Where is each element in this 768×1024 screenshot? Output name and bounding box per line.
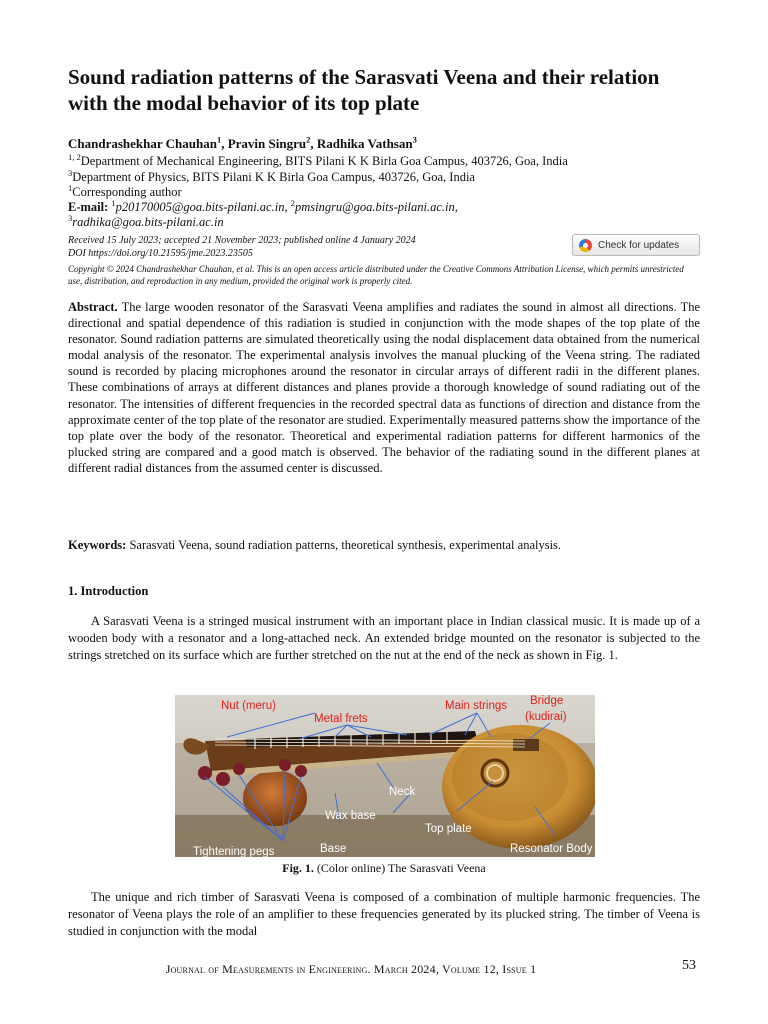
intro-paragraph-1: A Sarasvati Veena is a stringed musical instrument with an important place in Indian classical music. It is made up of a wooden body with a resonator and a long-attached neck. An extended bridge mounted on the resonator is subjected to the strings stretched on its surface which are further stretched on the nut at the end of the neck as shown in Fig. 1. — [68, 614, 700, 662]
label-base: Base — [320, 843, 347, 855]
section-heading: 1. Introduction — [68, 584, 149, 598]
keywords: Keywords: Sarasvati Veena, sound radiation patterns, theoretical synthesis, experimental analysis. — [68, 538, 562, 552]
corresponding-author-note: $^1$Corresponding author — [68, 182, 182, 199]
paper-title: Sound radiation patterns of the Sarasvati Veena and their relation with the modal behavior of its top plate — [68, 65, 660, 115]
label-tightening-pegs: Tightening pegs — [193, 846, 275, 857]
label-bridge-kudirai: (kudirai) — [525, 711, 567, 723]
copyright-notice: Copyright © 2024 Chandrashekhar Chauhan, et al. This is an open access article distributed under the Creative Commons Attribution License, which permits unrestricted use, distribution, and reproduction in any medium, provided the original work is properly cited. — [68, 264, 684, 286]
email-link[interactable]: pmsingru@goa.bits-pilani.ac.in, — [294, 200, 458, 214]
email-line-2: $^3$radhika@goa.bits-pilani.ac.in — [68, 212, 224, 229]
veena-illustration — [175, 695, 595, 857]
email-line: E-mail: $^1$p20170005@goa.bits-pilani.ac.in, $^2$pmsingru@goa.bits-pilani.ac.in, — [68, 197, 458, 214]
label-nut: Nut (meru) — [221, 700, 276, 712]
abstract: Abstract. The large wooden resonator of the Sarasvati Veena amplifies and radiates the sound in almost all directions. The directional and spatial dependence of this radiation is studied in conjunction with the mode shapes of the top plate of the resonator. Sound radiation patterns are simulated theoretically using the nodal displacement data obtained from the numerical modal analysis of the resonator. The experimental analysis involves the manual plucking of the Veena string. The radiated sound is recorded by placing microphones around the resonator in circular arrays of different radii in the different planes. These combinations of arrays at different distances and planes provide a thorough knowledge of sound radiating out of the resonator. The intensities of different frequencies in the recorded spectral data as functions of direction and distance from the approximate center of the top plate of the resonator are studied. Experimentally measured patterns show the importance of the top plate over the body of the resonator. Theoretical and experimental radiation patterns for different harmonics of the plucked string are compared and a good match is observed. The behavior of the radiating sound in the different planes at different radial distances from the assumed center is discussed. — [68, 300, 701, 475]
author-name: Chandrashekhar Chauhan — [68, 136, 217, 151]
email-link[interactable]: p20170005@goa.bits-pilani.ac.in, — [115, 200, 288, 214]
intro-paragraph-2: The unique and rich timber of Sarasvati Veena is composed of a combination of multiple harmonic frequencies. The resonator of Veena plays the role of an amplifier to these frequencies generated by its plucked string. The timber of Veena is studied in conjunction with the modal — [68, 890, 700, 938]
author-name: Pravin Singru — [227, 136, 307, 151]
label-top-plate: Top plate — [425, 823, 472, 835]
journal-footer: Journal of Measurements in Engineering. March 2024, Volume 12, Issue 1 — [165, 962, 537, 976]
label-resonator-body: Resonator Body — [510, 843, 593, 855]
crossmark-icon — [579, 239, 592, 252]
email-link[interactable]: radhika@goa.bits-pilani.ac.in — [72, 215, 224, 229]
label-metal-frets: Metal frets — [314, 713, 368, 725]
label-main-strings: Main strings — [445, 700, 507, 712]
check-for-updates-button[interactable]: Check for updates — [572, 234, 700, 256]
figure-caption: Fig. 1. (Color online) The Sarasvati Veena — [282, 861, 486, 875]
author-list: Chandrashekhar Chauhan$^1$, Pravin Singru$^2$, Radhika Vathsan$^3$ — [68, 134, 417, 151]
label-wax-base: Wax base — [325, 810, 376, 822]
page-number: 53 — [682, 958, 696, 973]
author-name: Radhika Vathsan — [316, 136, 413, 151]
affiliation-2: $^3$Department of Physics, BITS Pilani K K Birla Goa Campus, 403726, Goa, India — [68, 167, 475, 184]
label-bridge: Bridge — [530, 695, 564, 707]
label-neck: Neck — [389, 786, 416, 798]
doi-link[interactable]: DOI https://doi.org/10.21595/jme.2023.23505 — [68, 248, 253, 259]
affiliation-1: $^{1, 2}$Department of Mechanical Engineering, BITS Pilani K K Birla Goa Campus, 403726, Goa, India — [68, 151, 568, 168]
publication-dates: Received 15 July 2023; accepted 21 November 2023; published online 4 January 2024 DOI https://doi.org/10.21595/jme.2023.23505 — [68, 235, 416, 259]
figure-1-veena-photo — [175, 695, 595, 857]
